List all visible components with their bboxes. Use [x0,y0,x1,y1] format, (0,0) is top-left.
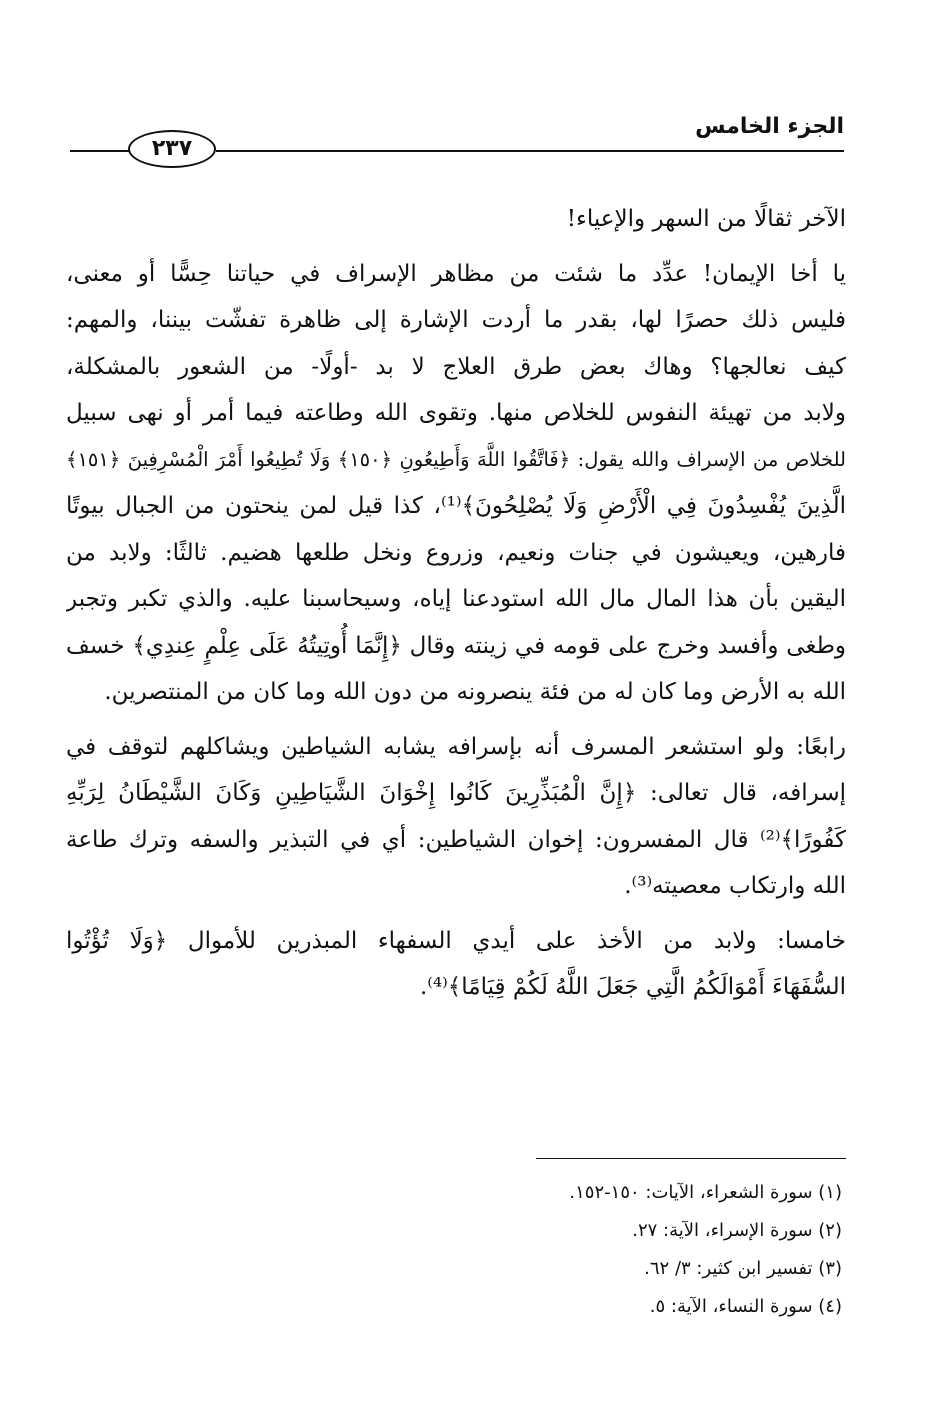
text-line: إسرافه، قال تعالى: ﴿إِنَّ الْمُبَذِّرِينَ كَانُوا إِخْوَانَ الشَّيَاطِينِ وَكَانَ الشَّيْطَانُ لِرَبِّهِ [66,780,846,806]
paragraph-gap [66,716,846,724]
text-line: خامسا: ولابد من الأخذ على أيدي السفهاء المبذرين للأموال ﴿وَلَا تُؤْتُوا [66,927,846,954]
paragraph-gap [66,910,846,918]
footnotes [422,1174,842,1326]
footnote: (٤) سورة النساء، الآية: ٥. [649,1296,842,1317]
footnote: (١) سورة الشعراء، الآيات: ١٥٠-١٥٢. [569,1182,842,1203]
text-line: للخلاص من الإسراف والله يقول: ﴿فَاتَّقُوا اللَّهَ وَأَطِيعُونِ ﴿١٥٠﴾ وَلَا تُطِيعُوا أَمْرَ الْمُسْرِفِينَ ﴿١٥١﴾ [66,447,846,471]
body-text [66,196,846,1011]
text-line: كَفُورًا﴾⁽²⁾ قال المفسرون: إخوان الشياطين: أي في التبذير والسفه وترك طاعة [66,826,846,853]
text-line: فارهين، ويعيشون في جنات ونعيم، وزروع ونخل طلعها هضيم. ثالثًا: ولابد من [66,539,846,566]
text-line: كيف نعالجها؟ وهاك بعض طرق العلاج لا بد -أولًا- من الشعور بالمشكلة، [66,353,846,380]
header-rule-right [216,150,844,152]
header-rule-left [70,150,130,152]
text-line: الله وارتكاب معصيته⁽³⁾. [624,873,846,899]
text-line: الَّذِينَ يُفْسِدُونَ فِي الْأَرْضِ وَلَا يُصْلِحُونَ﴾⁽¹⁾، كذا قيل لمن ينحتون من الجبال بيوتًا [66,493,846,519]
text-line: فليس ذلك حصرًا لها، بقدر ما أردت الإشارة إلى ظاهرة تفشّت بيننا، والمهم: [66,307,846,333]
page-number: ٢٣٧ [128,130,216,168]
paragraph-gap [66,243,846,251]
text-line: الله به الأرض وما كان له من فئة ينصرونه من دون الله وما كان من المنتصرين. [104,679,846,705]
footnote: (٢) سورة الإسراء، الآية: ٢٧. [632,1220,842,1241]
text-line: رابعًا: ولو استشعر المسرف أنه بإسرافه يشابه الشياطين ويشاكلهم لتوقف في [66,733,846,760]
text-line: يا أخا الإيمان! عدِّد ما شئت من مظاهر الإسراف في حياتنا حِسًّا أو معنى، [66,260,846,287]
footnote-separator [536,1158,846,1159]
text-line: الآخر ثقالًا من السهر والإعياء! [566,206,846,232]
running-head: الجزء الخامس [695,114,844,139]
footnote: (٣) تفسير ابن كثير: ٣/ ٦٢. [644,1258,842,1279]
text-line: اليقين بأن هذا المال مال الله استودعنا إياه، وسيحاسبنا عليه. والذي تكبر وتجبر [66,586,846,612]
text-line: السُّفَهَاءَ أَمْوَالَكُمُ الَّتِي جَعَلَ اللَّهُ لَكُمْ قِيَامًا﴾⁽⁴⁾. [419,974,846,1000]
text-line: ولابد من تهيئة النفوس للخلاص منها. وتقوى الله وطاعته فيما أمر أو نهى سبيل [66,400,846,426]
text-line: وطغى وأفسد وخرج على قومه في زينته وقال ﴿إِنَّمَا أُوتِيتُهُ عَلَى عِلْمٍ عِندِي﴾ خسف [66,632,846,659]
